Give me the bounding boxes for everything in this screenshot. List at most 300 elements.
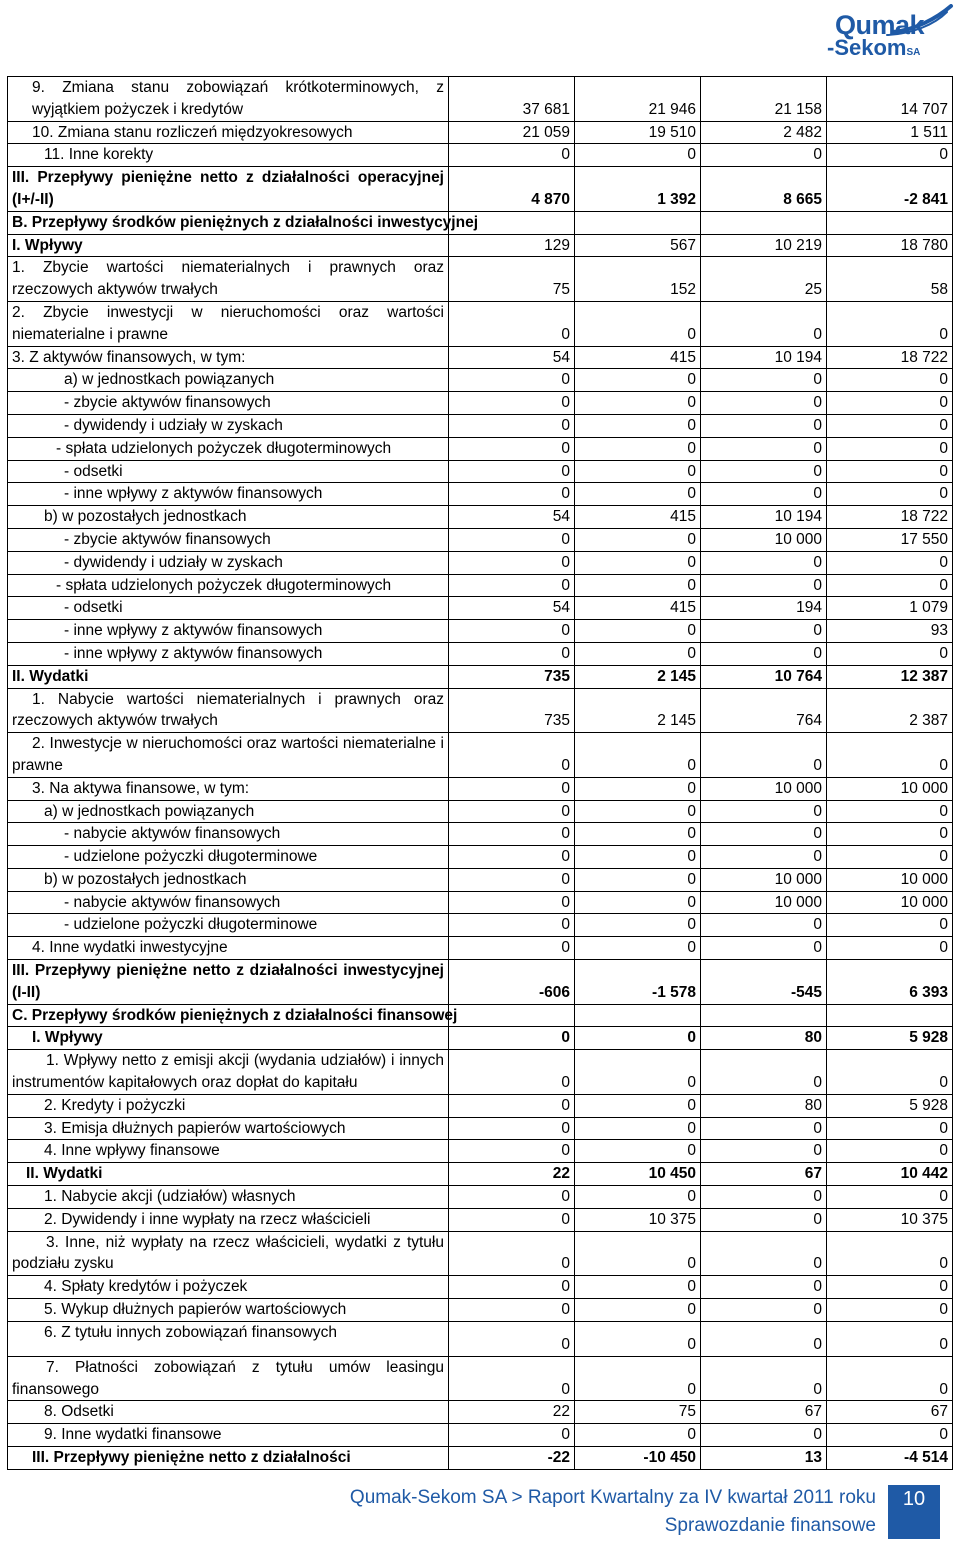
table-row: [8, 167, 953, 212]
value-cell: 0: [449, 846, 575, 869]
value-cell: 0: [575, 1231, 701, 1276]
value-cell: 0: [701, 937, 827, 960]
company-logo: [825, 10, 953, 60]
row-label: 3. Na aktywa finansowe, w tym:: [8, 777, 449, 800]
page-footer: [0, 1485, 960, 1543]
value-cell: 0: [449, 1094, 575, 1117]
table-row: [8, 688, 953, 733]
value-cell: 0: [575, 777, 701, 800]
table-row: [8, 144, 953, 167]
value-cell: 0: [449, 414, 575, 437]
value-cell: 0: [827, 437, 953, 460]
value-cell: 415: [575, 346, 701, 369]
value-cell: 0: [575, 823, 701, 846]
value-cell: 22: [449, 1401, 575, 1424]
row-label: 4. Spłaty kredytów i pożyczek: [8, 1276, 449, 1299]
value-cell: 0: [701, 392, 827, 415]
row-label: 1. Nabycie akcji (udziałów) własnych: [8, 1186, 449, 1209]
value-cell: 0: [449, 1186, 575, 1209]
row-label: 1. Wpływy netto z emisji akcji (wydania udziałów) i innych instrumentów kapitałowych oraz dopłat do kapitału: [8, 1050, 449, 1095]
value-cell: 2 145: [575, 665, 701, 688]
row-label: - inne wpływy z aktywów finansowych: [8, 483, 449, 506]
table-row: [8, 1356, 953, 1401]
table-row: [8, 1299, 953, 1322]
value-cell: 0: [827, 642, 953, 665]
value-cell: 0: [701, 642, 827, 665]
value-cell: 75: [575, 1401, 701, 1424]
table-row: [8, 506, 953, 529]
value-cell: 0: [575, 914, 701, 937]
value-cell: 0: [701, 733, 827, 778]
table-row: [8, 1094, 953, 1117]
value-cell: 0: [827, 414, 953, 437]
table-row: [8, 597, 953, 620]
value-cell: 0: [827, 301, 953, 346]
value-cell: 0: [449, 144, 575, 167]
table-row: [8, 483, 953, 506]
table-row: [8, 1027, 953, 1050]
value-cell: 0: [575, 1140, 701, 1163]
value-cell: 735: [449, 665, 575, 688]
value-cell: 152: [575, 257, 701, 302]
value-cell: 0: [449, 437, 575, 460]
value-cell: 10 194: [701, 346, 827, 369]
row-label: B. Przepływy środków pieniężnych z działalności inwestycyjnej: [8, 211, 449, 234]
row-label: b) w pozostałych jednostkach: [8, 506, 449, 529]
value-cell: 10 450: [575, 1163, 701, 1186]
table-row: [8, 392, 953, 415]
value-cell: 0: [575, 369, 701, 392]
value-cell: 0: [575, 574, 701, 597]
value-cell: 0: [701, 1186, 827, 1209]
value-cell: 0: [575, 301, 701, 346]
value-cell: 0: [827, 1299, 953, 1322]
value-cell: 0: [827, 1117, 953, 1140]
value-cell: 0: [449, 914, 575, 937]
value-cell: 4 870: [449, 167, 575, 212]
value-cell: 0: [449, 369, 575, 392]
row-label: 5. Wykup dłużnych papierów wartościowych: [8, 1299, 449, 1322]
value-cell: 0: [449, 777, 575, 800]
value-cell: 0: [575, 1050, 701, 1095]
value-cell: 0: [575, 1299, 701, 1322]
value-cell: 5 928: [827, 1094, 953, 1117]
value-cell: 415: [575, 506, 701, 529]
value-cell: 93: [827, 620, 953, 643]
value-cell: 0: [449, 1117, 575, 1140]
value-cell: 0: [449, 868, 575, 891]
value-cell: 0: [827, 1356, 953, 1401]
value-cell: 0: [575, 392, 701, 415]
value-cell: 0: [701, 369, 827, 392]
value-cell: 0: [449, 823, 575, 846]
table-row: [8, 868, 953, 891]
value-cell: 54: [449, 597, 575, 620]
value-cell: 0: [827, 846, 953, 869]
table-row: [8, 846, 953, 869]
value-cell: 0: [575, 483, 701, 506]
table-row: [8, 620, 953, 643]
row-label: - zbycie aktywów finansowych: [8, 528, 449, 551]
value-cell: 67: [827, 1401, 953, 1424]
value-cell: 129: [449, 234, 575, 257]
value-cell: 10 000: [701, 891, 827, 914]
row-label: 3. Z aktywów finansowych, w tym:: [8, 346, 449, 369]
value-cell: 0: [449, 891, 575, 914]
row-label: 1. Nabycie wartości niematerialnych i prawnych oraz rzeczowych aktywów trwałych: [8, 688, 449, 733]
row-label: 2. Inwestycje w nieruchomości oraz wartości niematerialne i prawne: [8, 733, 449, 778]
value-cell: 0: [449, 937, 575, 960]
row-label: - udzielone pożyczki długoterminowe: [8, 914, 449, 937]
row-label: a) w jednostkach powiązanych: [8, 369, 449, 392]
value-cell: 0: [701, 800, 827, 823]
empty-cell: [827, 1004, 953, 1027]
value-cell: 54: [449, 346, 575, 369]
value-cell: 0: [575, 891, 701, 914]
value-cell: 14 707: [827, 77, 953, 122]
table-row: [8, 1050, 953, 1095]
value-cell: 0: [827, 369, 953, 392]
table-row: [8, 937, 953, 960]
value-cell: 0: [701, 1208, 827, 1231]
row-label: II. Wydatki: [8, 665, 449, 688]
table-row: [8, 891, 953, 914]
row-label: 10. Zmiana stanu rozliczeń międzyokresowych: [8, 121, 449, 144]
value-cell: 0: [575, 1276, 701, 1299]
empty-cell: [575, 1004, 701, 1027]
table-row: [8, 1321, 953, 1356]
value-cell: 0: [449, 301, 575, 346]
value-cell: 1 392: [575, 167, 701, 212]
row-label: 2. Zbycie inwestycji w nieruchomości oraz wartości niematerialne i prawne: [8, 301, 449, 346]
row-label: 2. Dywidendy i inne wypłaty na rzecz właścicieli: [8, 1208, 449, 1231]
row-label: C. Przepływy środków pieniężnych z działalności finansowej: [8, 1004, 449, 1027]
value-cell: 0: [575, 800, 701, 823]
value-cell: 0: [449, 733, 575, 778]
cash-flow-table-body: [8, 77, 953, 1470]
value-cell: 0: [449, 1356, 575, 1401]
value-cell: 0: [827, 937, 953, 960]
value-cell: 0: [701, 551, 827, 574]
value-cell: 0: [701, 1140, 827, 1163]
value-cell: 0: [701, 460, 827, 483]
value-cell: 0: [449, 1050, 575, 1095]
table-row: [8, 1208, 953, 1231]
value-cell: 0: [575, 846, 701, 869]
value-cell: 0: [575, 460, 701, 483]
value-cell: 0: [575, 1186, 701, 1209]
value-cell: 0: [827, 1424, 953, 1447]
table-row: [8, 460, 953, 483]
row-label: - nabycie aktywów finansowych: [8, 823, 449, 846]
value-cell: 0: [449, 1299, 575, 1322]
row-label: II. Wydatki: [8, 1163, 449, 1186]
empty-cell: [575, 211, 701, 234]
table-row: [8, 1231, 953, 1276]
value-cell: 0: [449, 1208, 575, 1231]
value-cell: 21 946: [575, 77, 701, 122]
page-number: 10: [888, 1485, 940, 1539]
value-cell: 0: [827, 733, 953, 778]
value-cell: 0: [701, 823, 827, 846]
value-cell: -22: [449, 1447, 575, 1470]
value-cell: 0: [449, 460, 575, 483]
row-label: 4. Inne wpływy finansowe: [8, 1140, 449, 1163]
value-cell: 0: [701, 483, 827, 506]
logo-text-sekom: -SekomSA: [827, 35, 921, 60]
value-cell: 0: [827, 1231, 953, 1276]
row-label: - dywidendy i udziały w zyskach: [8, 551, 449, 574]
value-cell: 1 079: [827, 597, 953, 620]
value-cell: 5 928: [827, 1027, 953, 1050]
table-row: [8, 211, 953, 234]
row-label: 8. Odsetki: [8, 1401, 449, 1424]
table-row: [8, 1276, 953, 1299]
value-cell: 0: [575, 733, 701, 778]
value-cell: -1 578: [575, 960, 701, 1005]
value-cell: 0: [575, 1424, 701, 1447]
value-cell: 18 722: [827, 346, 953, 369]
value-cell: 0: [827, 483, 953, 506]
value-cell: 0: [449, 1140, 575, 1163]
table-row: [8, 414, 953, 437]
value-cell: 0: [827, 551, 953, 574]
table-row: [8, 234, 953, 257]
value-cell: -4 514: [827, 1447, 953, 1470]
row-label: - spłata udzielonych pożyczek długoterminowych: [8, 437, 449, 460]
row-label: - odsetki: [8, 597, 449, 620]
footer-section-title: Sprawozdanie finansowe: [664, 1515, 876, 1536]
value-cell: 0: [701, 1424, 827, 1447]
table-row: [8, 960, 953, 1005]
table-row: [8, 1401, 953, 1424]
value-cell: 0: [575, 528, 701, 551]
value-cell: 19 510: [575, 121, 701, 144]
value-cell: 0: [701, 620, 827, 643]
row-label: 6. Z tytułu innych zobowiązań finansowych: [8, 1321, 449, 1356]
table-row: [8, 1117, 953, 1140]
table-row: [8, 823, 953, 846]
value-cell: 0: [449, 1231, 575, 1276]
value-cell: -545: [701, 960, 827, 1005]
value-cell: 0: [449, 574, 575, 597]
value-cell: 2 482: [701, 121, 827, 144]
value-cell: 0: [701, 1050, 827, 1095]
value-cell: 10 442: [827, 1163, 953, 1186]
value-cell: 0: [575, 1117, 701, 1140]
value-cell: 10 000: [827, 891, 953, 914]
value-cell: 0: [575, 144, 701, 167]
row-label: 3. Inne, niż wypłaty na rzecz właścicieli, wydatki z tytułu podziału zysku: [8, 1231, 449, 1276]
row-label: 9. Zmiana stanu zobowiązań krótkoterminowych, z wyjątkiem pożyczek i kredytów: [8, 77, 449, 122]
value-cell: 0: [827, 1321, 953, 1356]
table-row: [8, 257, 953, 302]
value-cell: 0: [575, 1027, 701, 1050]
value-cell: 194: [701, 597, 827, 620]
value-cell: 0: [449, 483, 575, 506]
empty-cell: [701, 211, 827, 234]
value-cell: 0: [575, 642, 701, 665]
table-row: [8, 574, 953, 597]
value-cell: -606: [449, 960, 575, 1005]
row-label: 9. Inne wydatki finansowe: [8, 1424, 449, 1447]
row-label: - inne wpływy z aktywów finansowych: [8, 620, 449, 643]
row-label: - zbycie aktywów finansowych: [8, 392, 449, 415]
value-cell: 0: [449, 642, 575, 665]
value-cell: 10 194: [701, 506, 827, 529]
empty-cell: [827, 211, 953, 234]
value-cell: 80: [701, 1027, 827, 1050]
table-row: [8, 800, 953, 823]
value-cell: 0: [827, 460, 953, 483]
value-cell: 58: [827, 257, 953, 302]
table-row: [8, 733, 953, 778]
value-cell: 10 375: [827, 1208, 953, 1231]
row-label: 7. Płatności zobowiązań z tytułu umów leasingu finansowego: [8, 1356, 449, 1401]
value-cell: 67: [701, 1401, 827, 1424]
row-label: b) w pozostałych jednostkach: [8, 868, 449, 891]
table-row: [8, 1186, 953, 1209]
value-cell: 0: [449, 1027, 575, 1050]
value-cell: 10 000: [827, 868, 953, 891]
row-label: - odsetki: [8, 460, 449, 483]
value-cell: 0: [449, 1321, 575, 1356]
row-label: 3. Emisja dłużnych papierów wartościowych: [8, 1117, 449, 1140]
value-cell: 0: [701, 437, 827, 460]
value-cell: -10 450: [575, 1447, 701, 1470]
value-cell: 10 375: [575, 1208, 701, 1231]
table-row: [8, 437, 953, 460]
value-cell: 18 722: [827, 506, 953, 529]
value-cell: 2 387: [827, 688, 953, 733]
value-cell: 0: [575, 437, 701, 460]
row-label: III. Przepływy pieniężne netto z działalności: [8, 1447, 449, 1470]
table-row: [8, 121, 953, 144]
value-cell: 0: [575, 620, 701, 643]
value-cell: 0: [575, 868, 701, 891]
table-row: [8, 346, 953, 369]
value-cell: 21 158: [701, 77, 827, 122]
value-cell: 567: [575, 234, 701, 257]
table-row: [8, 301, 953, 346]
value-cell: 735: [449, 688, 575, 733]
value-cell: 0: [575, 937, 701, 960]
value-cell: 10 000: [701, 868, 827, 891]
value-cell: 0: [701, 574, 827, 597]
value-cell: 8 665: [701, 167, 827, 212]
empty-cell: [701, 1004, 827, 1027]
table-row: [8, 1004, 953, 1027]
row-label: I. Wpływy: [8, 1027, 449, 1050]
value-cell: 0: [449, 1276, 575, 1299]
value-cell: 10 764: [701, 665, 827, 688]
logo-text-qumak: Qumak: [835, 10, 925, 40]
value-cell: 10 000: [827, 777, 953, 800]
value-cell: 0: [575, 1356, 701, 1401]
value-cell: 415: [575, 597, 701, 620]
table-row: [8, 551, 953, 574]
value-cell: 0: [575, 551, 701, 574]
value-cell: 80: [701, 1094, 827, 1117]
value-cell: 0: [701, 1117, 827, 1140]
value-cell: 0: [827, 1186, 953, 1209]
table-row: [8, 1163, 953, 1186]
row-label: III. Przepływy pieniężne netto z działalności inwestycyjnej (I-II): [8, 960, 449, 1005]
value-cell: 10 219: [701, 234, 827, 257]
table-row: [8, 777, 953, 800]
value-cell: 37 681: [449, 77, 575, 122]
row-label: - nabycie aktywów finansowych: [8, 891, 449, 914]
value-cell: 0: [449, 800, 575, 823]
value-cell: 0: [701, 1321, 827, 1356]
value-cell: 0: [701, 1299, 827, 1322]
value-cell: 2 145: [575, 688, 701, 733]
value-cell: 1 511: [827, 121, 953, 144]
value-cell: 0: [575, 1094, 701, 1117]
empty-cell: [449, 1004, 575, 1027]
table-row: [8, 528, 953, 551]
value-cell: 0: [827, 914, 953, 937]
value-cell: 0: [575, 1321, 701, 1356]
value-cell: 0: [701, 1276, 827, 1299]
value-cell: 67: [701, 1163, 827, 1186]
table-row: [8, 1447, 953, 1470]
value-cell: 0: [827, 144, 953, 167]
value-cell: 0: [701, 1356, 827, 1401]
value-cell: 0: [701, 144, 827, 167]
value-cell: 764: [701, 688, 827, 733]
value-cell: 22: [449, 1163, 575, 1186]
value-cell: 0: [827, 574, 953, 597]
value-cell: 0: [827, 800, 953, 823]
table-row: [8, 914, 953, 937]
cash-flow-table: [7, 76, 953, 1470]
row-label: - inne wpływy z aktywów finansowych: [8, 642, 449, 665]
value-cell: 0: [827, 823, 953, 846]
row-label: 2. Kredyty i pożyczki: [8, 1094, 449, 1117]
table-row: [8, 665, 953, 688]
value-cell: 54: [449, 506, 575, 529]
value-cell: 0: [827, 1140, 953, 1163]
row-label: 4. Inne wydatki inwestycyjne: [8, 937, 449, 960]
value-cell: 0: [827, 392, 953, 415]
value-cell: 0: [449, 1424, 575, 1447]
value-cell: 0: [449, 551, 575, 574]
row-label: 1. Zbycie wartości niematerialnych i prawnych oraz rzeczowych aktywów trwałych: [8, 257, 449, 302]
row-label: 11. Inne korekty: [8, 144, 449, 167]
value-cell: -2 841: [827, 167, 953, 212]
value-cell: 0: [449, 392, 575, 415]
value-cell: 25: [701, 257, 827, 302]
table-row: [8, 1424, 953, 1447]
value-cell: 10 000: [701, 777, 827, 800]
table-row: [8, 77, 953, 122]
value-cell: 0: [701, 414, 827, 437]
value-cell: 13: [701, 1447, 827, 1470]
value-cell: 10 000: [701, 528, 827, 551]
value-cell: 0: [701, 301, 827, 346]
value-cell: 0: [701, 1231, 827, 1276]
value-cell: 0: [575, 414, 701, 437]
row-label: a) w jednostkach powiązanych: [8, 800, 449, 823]
row-label: III. Przepływy pieniężne netto z działalności operacyjnej (I+/-II): [8, 167, 449, 212]
table-row: [8, 369, 953, 392]
value-cell: 18 780: [827, 234, 953, 257]
row-label: - spłata udzielonych pożyczek długoterminowych: [8, 574, 449, 597]
value-cell: 12 387: [827, 665, 953, 688]
value-cell: 21 059: [449, 121, 575, 144]
value-cell: 75: [449, 257, 575, 302]
